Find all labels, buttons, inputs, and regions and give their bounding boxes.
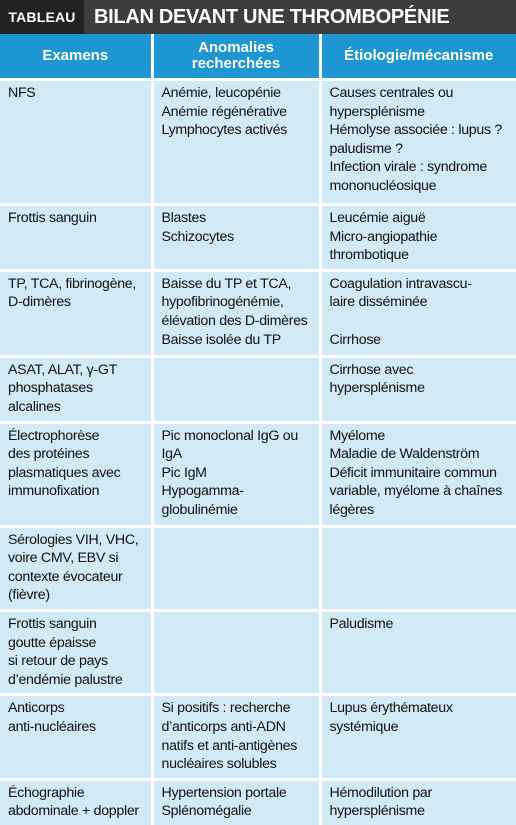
cell-anomalies: Hypertension portale Splénomégalie [152, 779, 320, 825]
cell-examen: Frottis sanguin [0, 205, 152, 271]
cell-examen: Frottis sanguin goutte épaisse si retour de pays d’endémie palustre [0, 610, 152, 694]
cell-examen: Sérologies VIH, VHC, voire CMV, EBV si contexte évocateur (fièvre) [0, 526, 152, 610]
table-row [0, 270, 516, 356]
table-row [0, 422, 516, 526]
cell-etiologie: Leucémie aiguë Micro-angiopathie thrombotique [320, 205, 516, 271]
header-etiologie: Étiologie/mécanisme [320, 34, 516, 80]
cell-etiologie: Cirrhose avec hypersplénisme [320, 356, 516, 422]
title-bar [0, 0, 516, 34]
cell-anomalies [152, 610, 320, 694]
table-header-row [0, 34, 516, 80]
cell-etiologie: Myélome Maladie de Waldenström Déficit immunitaire commun variable, myélome à chaînes légères [320, 422, 516, 526]
cell-etiologie: Coagulation intravascu- laire disséminée Cirrhose [320, 270, 516, 356]
table-row [0, 205, 516, 271]
cell-anomalies: Blastes Schizocytes [152, 205, 320, 271]
cell-examen: ASAT, ALAT, γ-GT phosphatases alcalines [0, 356, 152, 422]
cell-etiologie: Paludisme [320, 610, 516, 694]
cell-anomalies: Pic monoclonal IgG ou IgA Pic IgM Hypogamma- globulinémie [152, 422, 320, 526]
cell-anomalies [152, 356, 320, 422]
cell-etiologie: Lupus érythémateux systémique [320, 695, 516, 779]
cell-examen: Anticorps anti-nucléaires [0, 695, 152, 779]
cell-anomalies [152, 526, 320, 610]
table-row [0, 610, 516, 694]
cell-anomalies: Anémie, leucopénie Anémie régénérative Lymphocytes activés [152, 80, 320, 205]
cell-examen: Échographie abdominale + doppler [0, 779, 152, 825]
cell-examen: NFS [0, 80, 152, 205]
cell-anomalies: Baisse du TP et TCA, hypofibrinogénémie, élévation des D-dimères Baisse isolée du TP [152, 270, 320, 356]
cell-examen: TP, TCA, fibrinogène, D-dimères [0, 270, 152, 356]
cell-etiologie: Hémodilution par hypersplénisme [320, 779, 516, 825]
table-row [0, 526, 516, 610]
cell-examen: Électrophorèse des protéines plasmatiques avec immunofixation [0, 422, 152, 526]
thrombopenia-table [0, 34, 516, 825]
cell-etiologie [320, 526, 516, 610]
cell-etiologie: Causes centrales ou hypersplénisme Hémolyse associée : lupus ? paludisme ? Infection virale : syndrome mononucléosique [320, 80, 516, 205]
page-title: BILAN DEVANT UNE THROMBOPÉNIE [94, 5, 450, 28]
table-row [0, 695, 516, 779]
header-examens: Examens [0, 34, 152, 80]
table-row [0, 356, 516, 422]
title-tag: TABLEAU [0, 0, 84, 34]
cell-anomalies: Si positifs : recherche d’anticorps anti-ADN natifs et anti-antigènes nucléaires solubles [152, 695, 320, 779]
table-row [0, 779, 516, 825]
table-row [0, 80, 516, 205]
header-anomalies: Anomalies recherchées [152, 34, 320, 80]
